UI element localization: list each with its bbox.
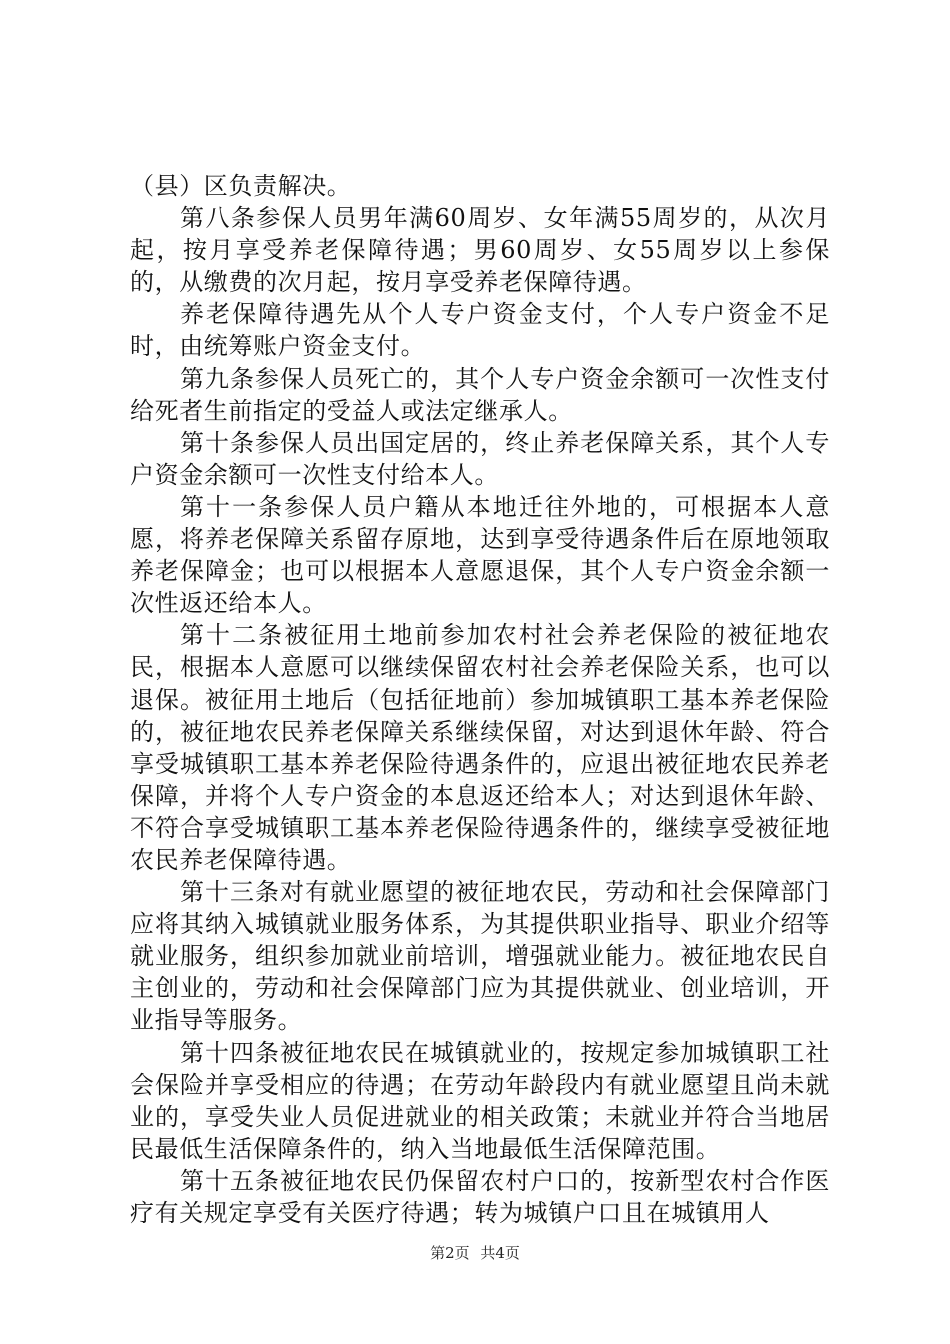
- paragraph-article-13: 第十三条对有就业愿望的被征地农民，劳动和社会保障部门应将其纳入城镇就业服务体系，为其提供职业指导、职业介绍等就业服务，组织参加就业前培训，增强就业能力。被征地农民自主创业的，劳动和社会保障部门应为其提供就业、创业培训，开业指导等服务。: [130, 878, 830, 1035]
- paragraph-article-14: 第十四条被征地农民在城镇就业的，按规定参加城镇职工社会保险并享受相应的待遇；在劳动年龄段内有就业愿望且尚未就业的，享受失业人员促进就业的相关政策；未就业并符合当地居民最低生活保障条件的，纳入当地最低生活保障范围。: [130, 1038, 830, 1163]
- page-footer: [0, 1242, 950, 1263]
- paragraph-article-8: 第八条参保人员男年满60周岁、女年满55周岁的，从次月起，按月享受养老保障待遇；男60周岁、女55周岁以上参保的，从缴费的次月起，按月享受养老保障待遇。: [130, 204, 830, 297]
- paragraph-article-9: 第九条参保人员死亡的，其个人专户资金余额可一次性支付给死者生前指定的受益人或法定继承人。: [130, 364, 830, 425]
- page-number: 第2页: [430, 1244, 470, 1262]
- paragraph-0: （县）区负责解决。: [130, 172, 352, 200]
- paragraph-pension-payment: 养老保障待遇先从个人专户资金支付，个人专户资金不足时，由统筹账户资金支付。: [130, 300, 830, 361]
- paragraph-article-11: 第十一条参保人员户籍从本地迁往外地的，可根据本人意愿，将养老保障关系留存原地，达到享受待遇条件后在原地领取养老保障金；也可以根据本人意愿退保，其个人专户资金余额一次性返还给本人。: [130, 492, 830, 618]
- paragraph-article-12: 第十二条被征用土地前参加农村社会养老保险的被征地农民，根据本人意愿可以继续保留农村社会养老保险关系，也可以退保。被征用土地后（包括征地前）参加城镇职工基本养老保险的，被征地农民养老保障关系继续保留，对达到退休年龄、符合享受城镇职工基本养老保险待遇条件的，应退出被征地农民养老保障，并将个人专户资金的本息返还给本人；对达到退休年龄、不符合享受城镇职工基本养老保险待遇条件的，继续享受被征地农民养老保障待遇。: [130, 621, 830, 874]
- paragraph-article-10: 第十条参保人员出国定居的，终止养老保障关系，其个人专户资金余额可一次性支付给本人。: [130, 428, 830, 489]
- document-body: [130, 170, 830, 1229]
- page-total: 共4页: [480, 1244, 520, 1262]
- paragraph-article-15: 第十五条被征地农民仍保留农村户口的，按新型农村合作医疗有关规定享受有关医疗待遇；转为城镇户口且在城镇用人: [130, 1166, 830, 1227]
